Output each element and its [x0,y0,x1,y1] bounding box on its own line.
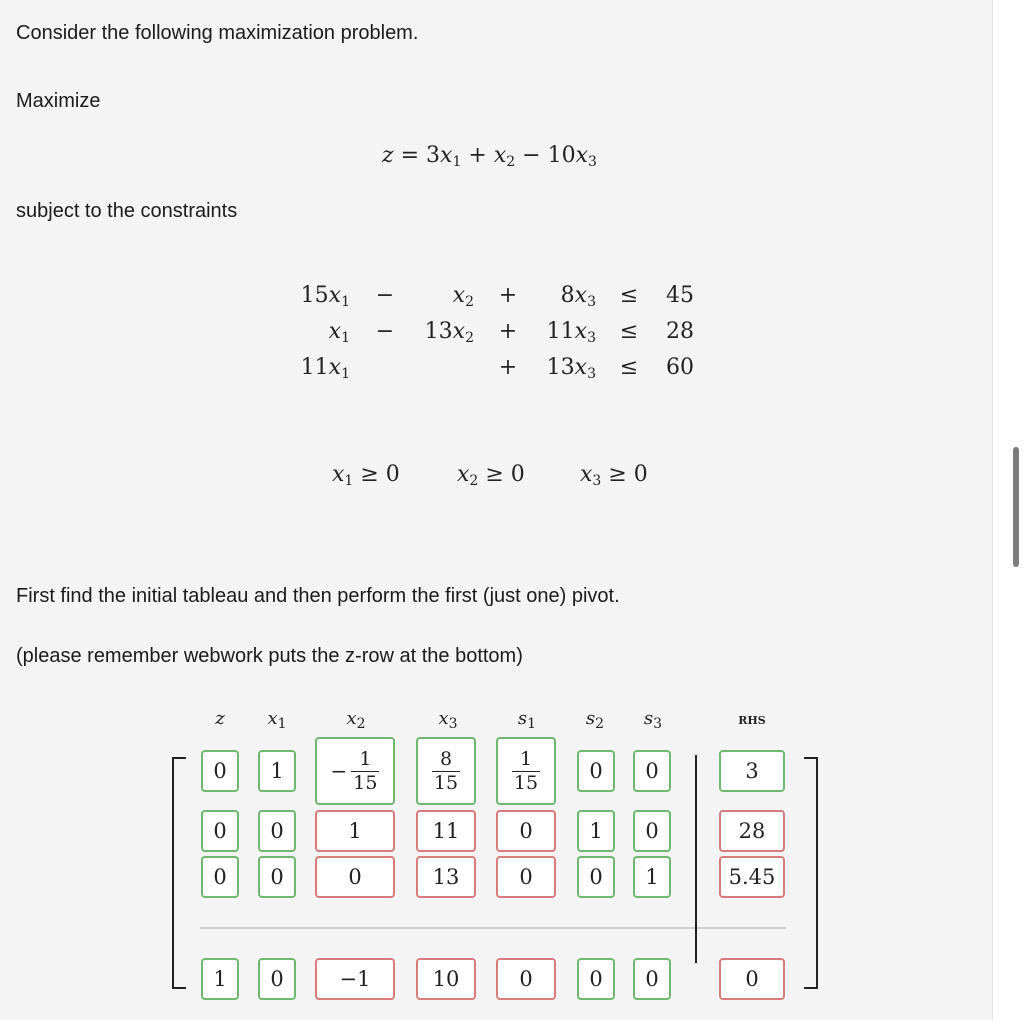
tableau-cell-r4-s2[interactable]: 0 [577,958,615,1000]
tableau-cell-r2-s2[interactable]: 1 [577,810,615,852]
denominator: 15 [353,771,378,794]
tableau-cell-r4-x1[interactable]: 0 [258,958,296,1000]
right-bracket [804,757,818,989]
fraction [351,747,379,794]
scrollbar-track[interactable] [992,0,1024,1020]
fraction [432,747,460,794]
tableau-cell-r1-rhs[interactable]: 3 [719,750,785,792]
header-s2: $s_2$ [585,708,605,732]
header-s3: $s_3$ [643,708,663,732]
numerator: 1 [519,747,533,770]
tableau-cell-r3-s1[interactable]: 0 [496,856,556,898]
tableau-cell-r1-z[interactable]: 0 [201,750,239,792]
tableau-cell-r4-s1[interactable]: 0 [496,958,556,1000]
maximize-label: Maximize [16,90,101,112]
tableau-cell-r4-x2[interactable]: −1 [315,958,395,1000]
z-row-separator [200,927,786,929]
denominator: 15 [433,771,459,794]
header-x3: $x_3$ [438,708,458,732]
tableau-cell-r2-s3[interactable]: 0 [633,810,671,852]
numerator: 8 [439,747,453,770]
numerator: 1 [359,747,372,770]
tableau-cell-r2-x1[interactable]: 0 [258,810,296,852]
tableau-cell-r1-s2[interactable]: 0 [577,750,615,792]
tableau-cell-r2-x3[interactable]: 11 [416,810,476,852]
tableau-cell-r2-z[interactable]: 0 [201,810,239,852]
intro-text: Consider the following maximization problem. [16,22,419,44]
nonneg-x2: $x_2 \ge 0$ [457,462,525,489]
problem-page: Consider the following maximization problem. Maximize $z = 3x_1 + x_2 - 10x_3$ subject to the constraints $15x_1$ − $x_2$ + $8x_3$ ≤ 45 $x_1$ − $13x_2$ + $11x_3$ ≤ 28 $11x_1$ + $13x_3$ ≤ 60 $x_1 \ge 0$ $x_2 \ge 0$ $x_3 \ge 0$ First find the initial tableau and then perform the first (just one) pivot. (please remember webwork puts the z-row at the bottom) z $x_1$ $x_2$ $x_3$ $s_1$ $s_2$ $s_3$ RHS 0 1 − $\frac{1}{15}$ $\frac{8}{15}$ $\frac{1}{15}$ 0 0 3 0 0 1 11 0 1 0 28 0 0 0 13 0 0 1 5.45 1 0 −1 10 0 0 0 0 [0,0,992,1020]
tableau-cell-r3-x3[interactable]: 13 [416,856,476,898]
tableau-cell-r2-x2[interactable]: 1 [315,810,395,852]
tableau-cell-r1-s3[interactable]: 0 [633,750,671,792]
fraction [512,747,540,794]
left-bracket [172,757,186,989]
tableau-cell-r2-s1[interactable]: 0 [496,810,556,852]
tableau-cell-r3-x2[interactable]: 0 [315,856,395,898]
tableau-cell-r1-x3[interactable] [416,737,476,805]
header-x1: $x_1$ [267,708,287,732]
tableau-cell-r3-s2[interactable]: 0 [577,856,615,898]
tableau-cell-r3-rhs[interactable]: 5.45 [719,856,785,898]
tableau-cell-r4-z[interactable]: 1 [201,958,239,1000]
instructions-text: First find the initial tableau and then perform the first (just one) pivot. [16,585,620,607]
tableau-cell-r4-s3[interactable]: 0 [633,958,671,1000]
tableau-cell-r3-x1[interactable]: 0 [258,856,296,898]
scrollbar-thumb[interactable] [1013,447,1019,567]
tableau-cell-r1-x1[interactable]: 1 [258,750,296,792]
note-text: (please remember webwork puts the z-row at the bottom) [16,645,523,667]
header-s1: $s_1$ [517,708,537,732]
tableau-cell-r2-rhs[interactable]: 28 [719,810,785,852]
subject-to-label: subject to the constraints [16,200,238,222]
denominator: 15 [513,771,539,794]
rhs-separator [695,755,697,963]
header-rhs: RHS [738,714,766,727]
nonneg-x1: $x_1 \ge 0$ [332,462,400,489]
header-z: z [215,708,225,729]
tableau-cell-r4-x3[interactable]: 10 [416,958,476,1000]
nonneg-x3: $x_3 \ge 0$ [580,462,648,489]
header-x2: $x_2$ [346,708,366,732]
tableau-cell-r1-s1[interactable] [496,737,556,805]
objective-function: $z = 3x_1 + x_2 - 10x_3$ [382,143,597,170]
minus-sign: − [330,759,348,783]
tableau-cell-r4-rhs[interactable]: 0 [719,958,785,1000]
tableau-cell-r1-x2[interactable] [315,737,395,805]
tableau-cell-r3-z[interactable]: 0 [201,856,239,898]
tableau-cell-r3-s3[interactable]: 1 [633,856,671,898]
